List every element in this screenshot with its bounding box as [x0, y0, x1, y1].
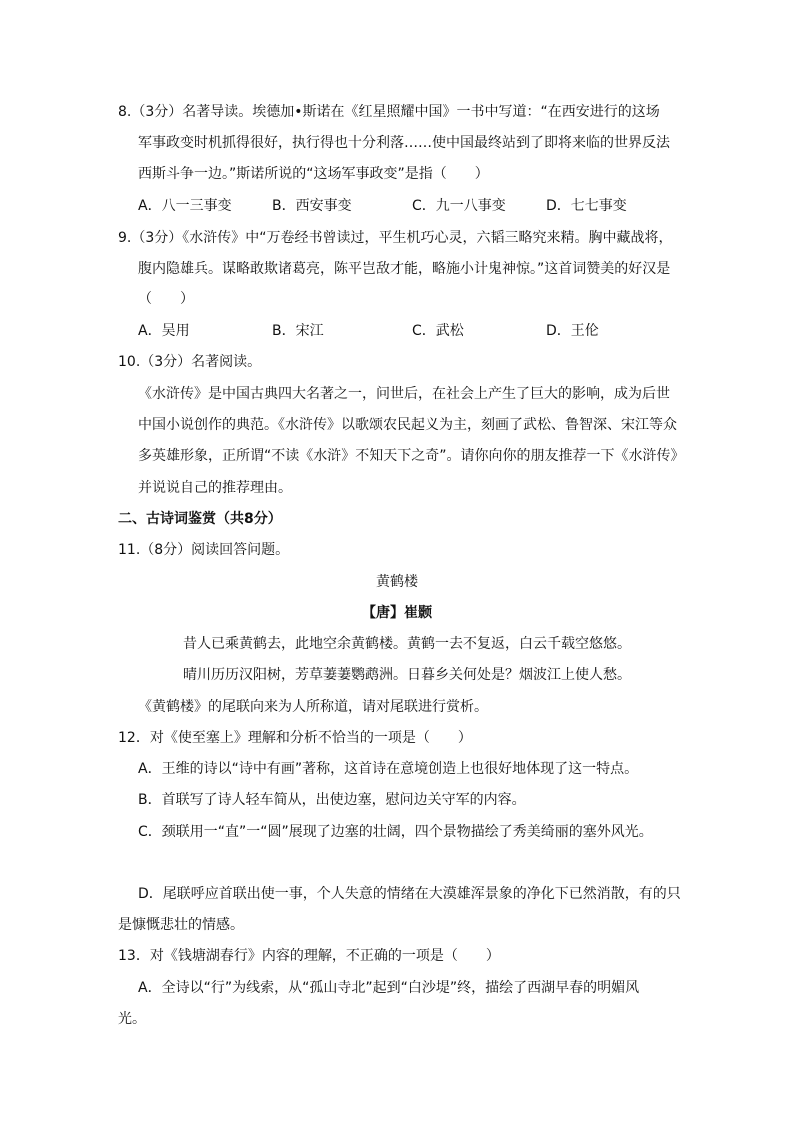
q12-option-d-line2: 是慷慨悲壮的情感。: [118, 917, 244, 933]
poem-author: 【唐】崔颢: [362, 605, 432, 621]
q9-option-b: B．宋江: [272, 323, 324, 339]
q9-line2: 腹内隐雄兵。谋略敢欺诸葛亮，陈平岂敌才能，略施小计鬼神惊。”这首词赞美的好汉是: [138, 261, 671, 277]
q8-line2: 军事政变时机抓得很好，执行得也十分利落……使中国最终站到了即将来临的世界反法: [138, 135, 670, 151]
q13-option-a-line2: 光。: [118, 1011, 146, 1027]
q12-option-c: C．颈联用一“直”一“圆”展现了边塞的壮阔，四个景物描绘了秀美绮丽的塞外风光。: [138, 824, 653, 840]
poem-line-2: 晴川历历汉阳树，芳草萋萋鹦鹉洲。日暮乡关何处是？烟波江上使人愁。: [183, 667, 631, 683]
q11-question: 《黄鹤楼》的尾联向来为人所称道，请对尾联进行赏析。: [138, 699, 488, 715]
q10-line4: 多英雄形象，正所谓“不读《水浒》不知天下之奇”。请你向你的朋友推荐一下《水浒传》: [138, 448, 685, 464]
q9-option-a: A．吴用: [138, 323, 190, 339]
q9-option-d: D．王伦: [546, 323, 599, 339]
q8-line3: 西斯斗争一边。”斯诺所说的“这场军事政变”是指（ ）: [138, 166, 489, 182]
q12-option-a: A．王维的诗以“诗中有画”著称，这首诗在意境创造上也很好地体现了这一特点。: [138, 761, 639, 777]
q8-option-b: B．西安事变: [272, 198, 352, 214]
q8-option-d: D．七七事变: [546, 198, 627, 214]
poem-line-1: 昔人已乘黄鹤去，此地空余黄鹤楼。黄鹤一去不复返，白云千载空悠悠。: [183, 636, 631, 652]
q9-line3: （ ）: [138, 291, 194, 307]
q10-line5: 并说说自己的推荐理由。: [138, 480, 292, 496]
q10-line2: 《水浒传》是中国古典四大名著之一，问世后，在社会上产生了巨大的影响，成为后世: [138, 386, 670, 402]
q9-option-c: C．武松: [412, 323, 464, 339]
q13-option-a-line1: A．全诗以“行”为线索，从“孤山寺北”起到“白沙堤”终，描绘了西湖早春的明媚风: [138, 980, 640, 996]
section-heading-poetry: 二、古诗词鉴赏（共8分）: [118, 511, 282, 527]
q12-option-d-line1: D．尾联呼应首联出使一事，个人失意的情绪在大漠雄浑景象的净化下已然消散，有的只: [138, 886, 681, 902]
q12-option-b: B．首联写了诗人轻车简从，出使边塞，慰问边关守军的内容。: [138, 792, 526, 808]
q13-line1: 13．对《钱塘湖春行》内容的理解，不正确的一项是（ ）: [118, 948, 500, 964]
q8-line1: 8.（3分）名著导读。埃德加•斯诺在《红星照耀中国》一书中写道：“在西安进行的这场: [118, 104, 660, 120]
poem-title: 黄鹤楼: [376, 574, 418, 590]
q10-line3: 中国小说创作的典范。《水浒传》以歌颂农民起义为主，刻画了武松、鲁智深、宋江等众: [138, 417, 677, 433]
q8-option-c: C．九一八事变: [412, 198, 506, 214]
q9-line1: 9.（3分）《水浒传》中“万卷经书曾读过，平生机巧心灵，六韬三略究来精。胸中藏战将，: [118, 230, 673, 246]
q10-line1: 10.（3分）名著阅读。: [118, 354, 262, 370]
q11-line1: 11.（8分）阅读回答问题。: [118, 542, 290, 558]
q8-option-a: A．八一三事变: [138, 198, 232, 214]
q12-line1: 12．对《使至塞上》理解和分析不恰当的一项是（ ）: [118, 730, 472, 746]
